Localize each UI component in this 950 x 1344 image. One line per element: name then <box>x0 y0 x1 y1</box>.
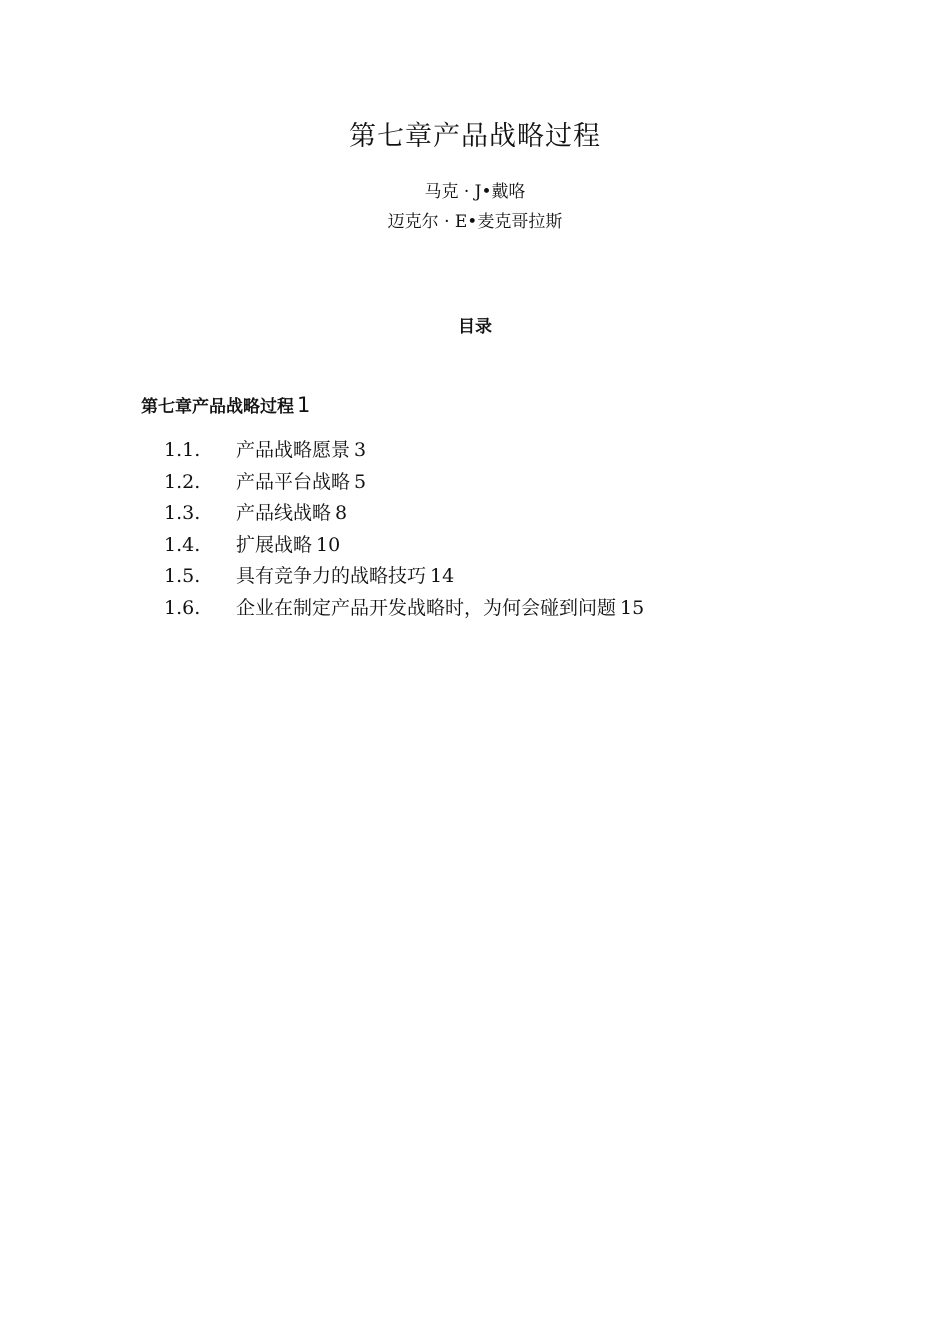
author-name: 马克 · J•戴咯 <box>424 182 526 202</box>
toc-item-page: 10 <box>316 533 341 556</box>
author-name: 迈克尔 · E•麦克哥拉斯 <box>387 212 563 232</box>
toc-item-page: 5 <box>354 470 367 493</box>
toc-heading: 目录 <box>458 317 492 337</box>
document-title: 第七章产品战略过程 <box>349 121 601 152</box>
toc-item-title: 扩展战略 <box>236 533 313 556</box>
toc-item-number: 1.3. <box>164 502 201 525</box>
toc-item-number: 1.1. <box>164 439 201 461</box>
toc-item[interactable] <box>164 561 644 593</box>
toc-list <box>164 435 644 625</box>
toc-item-page: 8 <box>335 502 348 525</box>
toc-chapter-page: 1 <box>297 393 311 417</box>
toc-item[interactable] <box>164 435 644 467</box>
toc-item[interactable] <box>164 530 644 562</box>
toc-item[interactable] <box>164 467 644 499</box>
toc-item-number: 1.2. <box>164 470 201 493</box>
toc-item[interactable] <box>164 498 644 530</box>
toc-item-page: 3 <box>354 439 367 461</box>
toc-chapter-title: 第七章产品战略过程 <box>141 397 294 417</box>
toc-item-page: 15 <box>620 596 645 619</box>
toc-item-page: 14 <box>430 565 455 588</box>
toc-item-title: 产品战略愿景 <box>236 439 351 461</box>
toc-item-number: 1.5. <box>164 565 201 588</box>
toc-item-title: 产品线战略 <box>236 502 332 525</box>
toc-item-number: 1.6. <box>164 596 201 619</box>
toc-item[interactable] <box>164 593 644 625</box>
toc-item-title: 企业在制定产品开发战略时，为何会碰到问题 <box>236 596 617 619</box>
toc-item-title: 产品平台战略 <box>236 470 351 493</box>
author-block <box>0 177 950 237</box>
toc-item-title: 具有竞争力的战略技巧 <box>236 565 427 588</box>
toc-chapter-entry[interactable] <box>141 392 310 417</box>
toc-item-number: 1.4. <box>164 533 201 556</box>
